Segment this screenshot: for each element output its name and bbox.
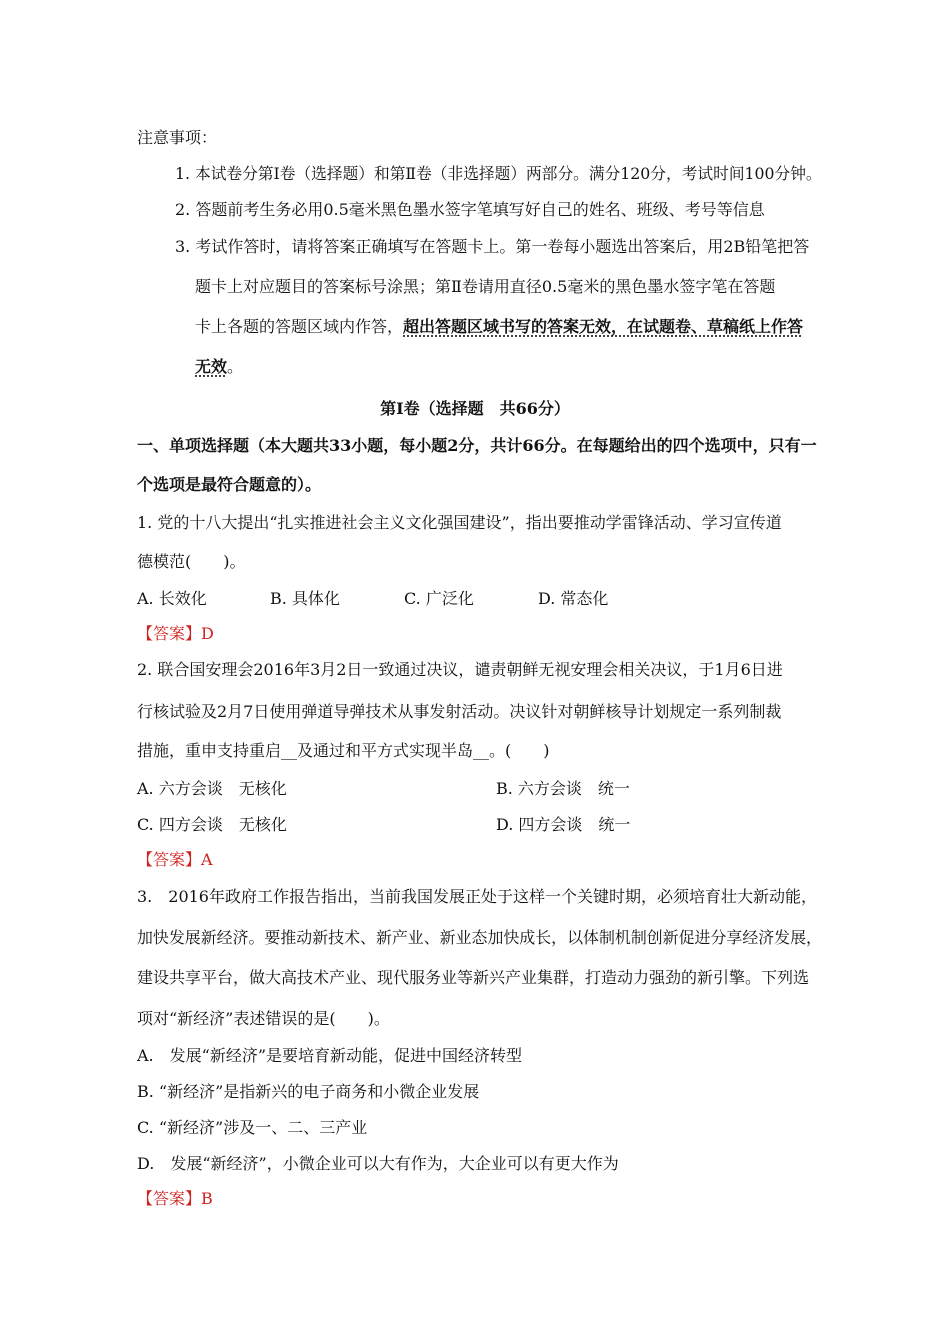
answer-label: 【答案】 (137, 1189, 202, 1208)
question-1-stem-line-2: 德模范( )。 (137, 552, 246, 571)
notice-item-3-line-1: 3. 考试作答时，请将答案正确填写在答题卡上。第一卷每小题选出答案后，用2B铅笔把答 (175, 237, 810, 256)
question-2-option-c: C. 四方会谈 无核化 (137, 815, 287, 834)
notice-item-3-plain: 卡上各题的答题区域内作答， (195, 317, 404, 336)
question-3-option-a: A. 发展“新经济”是要培育新动能，促进中国经济转型 (137, 1046, 523, 1065)
answer-value: B (201, 1189, 213, 1208)
question-2-option-b: B. 六方会谈 统一 (496, 779, 630, 798)
answer-label: 【答案】 (137, 624, 202, 643)
notice-item-3-emphasis-end: 无效 (195, 357, 228, 376)
notice-item-1: 1. 本试卷分第Ⅰ卷（选择题）和第Ⅱ卷（非选择题）两部分。满分120分，考试时间100分钟。 (175, 164, 822, 183)
part-1-instructions-line-1: 一、单项选择题（本大题共33小题，每小题2分，共计66分。在每题给出的四个选项中，只有一 (137, 436, 817, 455)
question-2-stem-line-2: 行核试验及2月7日使用弹道导弹技术从事发射活动。决议针对朝鲜核导计划规定一系列制裁 (137, 702, 782, 721)
question-2-option-d: D. 四方会谈 统一 (496, 815, 631, 834)
question-1-option-b: B. 具体化 (270, 589, 340, 608)
notice-title: 注意事项： (137, 128, 218, 147)
answer-value: A (201, 850, 213, 869)
question-3-option-c: C. “新经济”涉及一、二、三产业 (137, 1118, 368, 1137)
section-heading: 第Ⅰ卷（选择题 共66分） (380, 399, 570, 418)
question-2-stem-line-1: 2. 联合国安理会2016年3月2日一致通过决议，谴责朝鲜无视安理会相关决议，于1月6日进 (137, 660, 783, 679)
notice-item-3-line-4 (195, 357, 243, 377)
question-1-option-d: D. 常态化 (538, 589, 609, 608)
question-1-stem-line-1: 1. 党的十八大提出“扎实推进社会主义文化强国建设”，指出要推动学雷锋活动、学习宣传道 (137, 513, 782, 532)
question-3-option-b: B. “新经济”是指新兴的电子商务和小微企业发展 (137, 1082, 480, 1101)
question-3-stem-line-3: 建设共享平台，做大高技术产业、现代服务业等新兴产业集群，打造动力强劲的新引擎。下列选 (137, 968, 810, 987)
question-3-stem-line-4: 项对“新经济”表述错误的是( )。 (137, 1009, 390, 1028)
notice-item-3-emphasis: 超出答题区域书写的答案无效，在试题卷、草稿纸上作答 (403, 317, 804, 336)
answer-value: D (201, 624, 214, 643)
notice-item-3-line-3 (195, 317, 803, 337)
notice-item-3-period: 。 (227, 357, 244, 376)
notice-item-2: 2. 答题前考生务必用0.5毫米黑色墨水签字笔填写好自己的姓名、班级、考号等信息 (175, 200, 765, 219)
notice-item-3-line-2: 题卡上对应题目的答案标号涂黑；第Ⅱ卷请用直径0.5毫米的黑色墨水签字笔在答题 (195, 277, 776, 296)
question-3-stem-line-1: 3. 2016年政府工作报告指出，当前我国发展正处于这样一个关键时期，必须培育壮大新动能， (137, 887, 817, 906)
answer-label: 【答案】 (137, 850, 202, 869)
question-3-answer (137, 1189, 213, 1209)
question-3-option-d: D. 发展“新经济”，小微企业可以大有作为，大企业可以有更大作为 (137, 1154, 619, 1173)
question-2-option-a: A. 六方会谈 无核化 (137, 779, 287, 798)
question-1-answer (137, 624, 214, 644)
question-2-answer (137, 850, 213, 870)
question-1-option-a: A. 长效化 (137, 589, 207, 608)
part-1-instructions-line-2: 个选项是最符合题意的）。 (137, 475, 322, 494)
question-2-stem-line-3: 措施，重申支持重启__及通过和平方式实现半岛__。( ) (137, 741, 550, 760)
question-3-stem-line-2: 加快发展新经济。要推动新技术、新产业、新业态加快成长，以体制机制创新促进分享经济发展， (137, 928, 822, 947)
question-1-option-c: C. 广泛化 (404, 589, 474, 608)
